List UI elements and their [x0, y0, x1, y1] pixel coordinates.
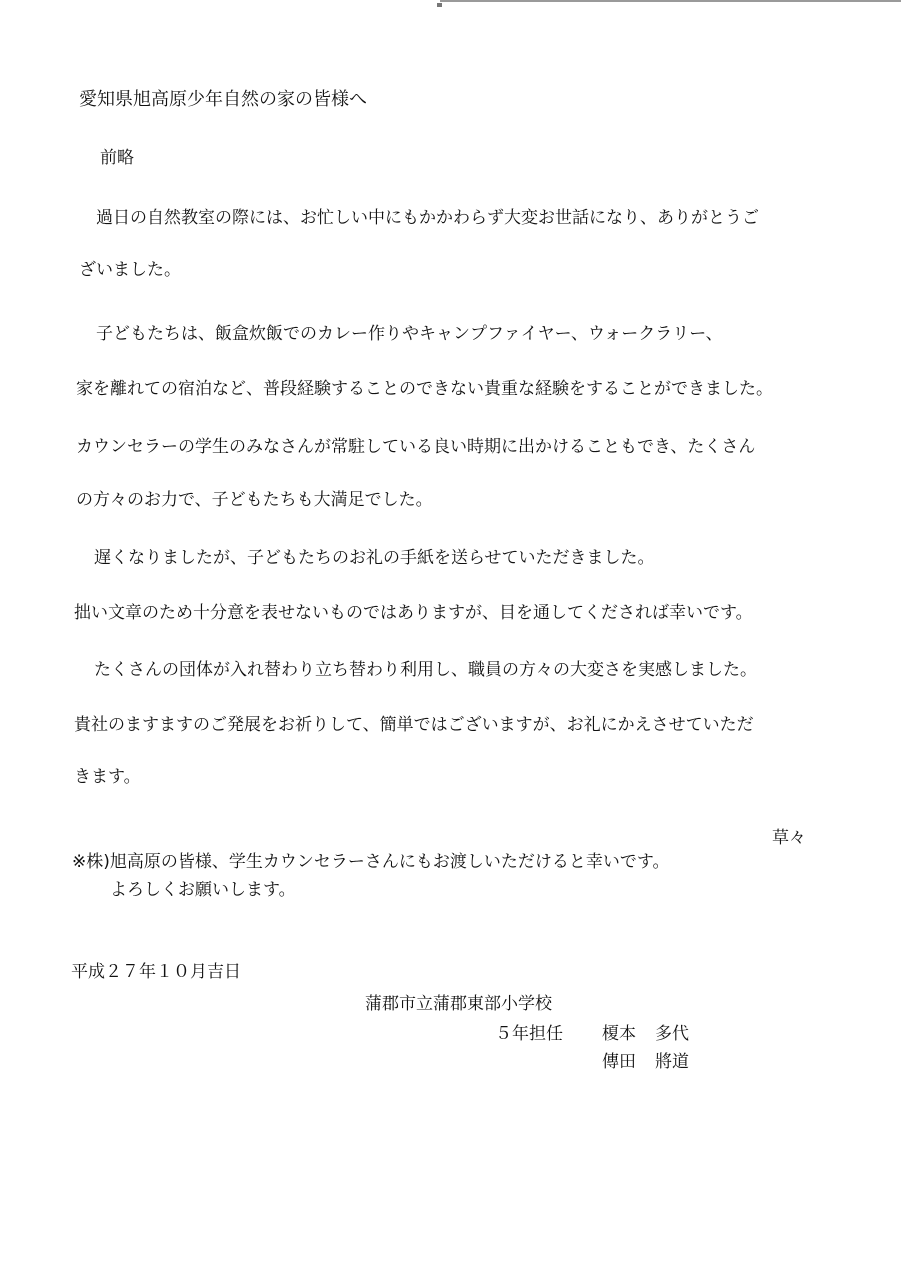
paragraph-line: 過日の自然教室の際には、お忙しい中にもかかわらず大変お世話になり、ありがとうご: [96, 208, 759, 228]
letter-date: 平成２７年１０月吉日: [71, 962, 241, 982]
paragraph-line: ざいました。: [79, 260, 181, 280]
teacher-role: ５年担任: [495, 1024, 563, 1044]
paragraph-line: 貴社のますますのご発展をお祈りして、簡単ではございますが、お礼にかえさせていただ: [74, 715, 754, 735]
teacher-given-name: 將道: [655, 1052, 689, 1072]
paragraph-line: たくさんの団体が入れ替わり立ち替わり利用し、職員の方々の大変さを実感しました。: [94, 660, 757, 680]
paragraph-line: カウンセラーの学生のみなさんが常駐している良い時期に出かけることもでき、たくさん: [76, 437, 756, 457]
paragraph-line: 子どもたちは、飯盒炊飯でのカレー作りやキャンプファイヤー、ウォークラリー、: [96, 324, 723, 344]
school-name: 蒲郡市立蒲郡東部小学校: [365, 994, 552, 1014]
note-line: よろしくお願いします。: [110, 880, 296, 900]
paragraph-line: 家を離れての宿泊など、普段経験することのできない貴重な経験をすることができました。: [76, 379, 773, 399]
closing-phrase: 草々: [772, 828, 806, 848]
paragraph-line: 拙い文章のため十分意を表せないものではありますが、目を通してくだされば幸いです。: [74, 603, 753, 623]
addressee: 愛知県旭高原少年自然の家の皆様へ: [79, 89, 367, 110]
paragraph-line: の方々のお力で、子どもたちも大満足でした。: [76, 490, 433, 510]
teacher-surname: 榎本: [602, 1024, 636, 1044]
teacher-given-name: 多代: [655, 1024, 689, 1044]
teacher-surname: 傳田: [602, 1052, 636, 1072]
scan-mark: [437, 3, 442, 7]
paragraph-line: きます。: [74, 767, 141, 787]
scan-edge: [440, 0, 901, 2]
paragraph-line: 遅くなりましたが、子どもたちのお礼の手紙を送らせていただきました。: [94, 548, 655, 568]
salutation: 前略: [100, 148, 134, 168]
note-line: ※株)旭高原の皆様、学生カウンセラーさんにもお渡しいただけると幸いです。: [72, 852, 670, 872]
